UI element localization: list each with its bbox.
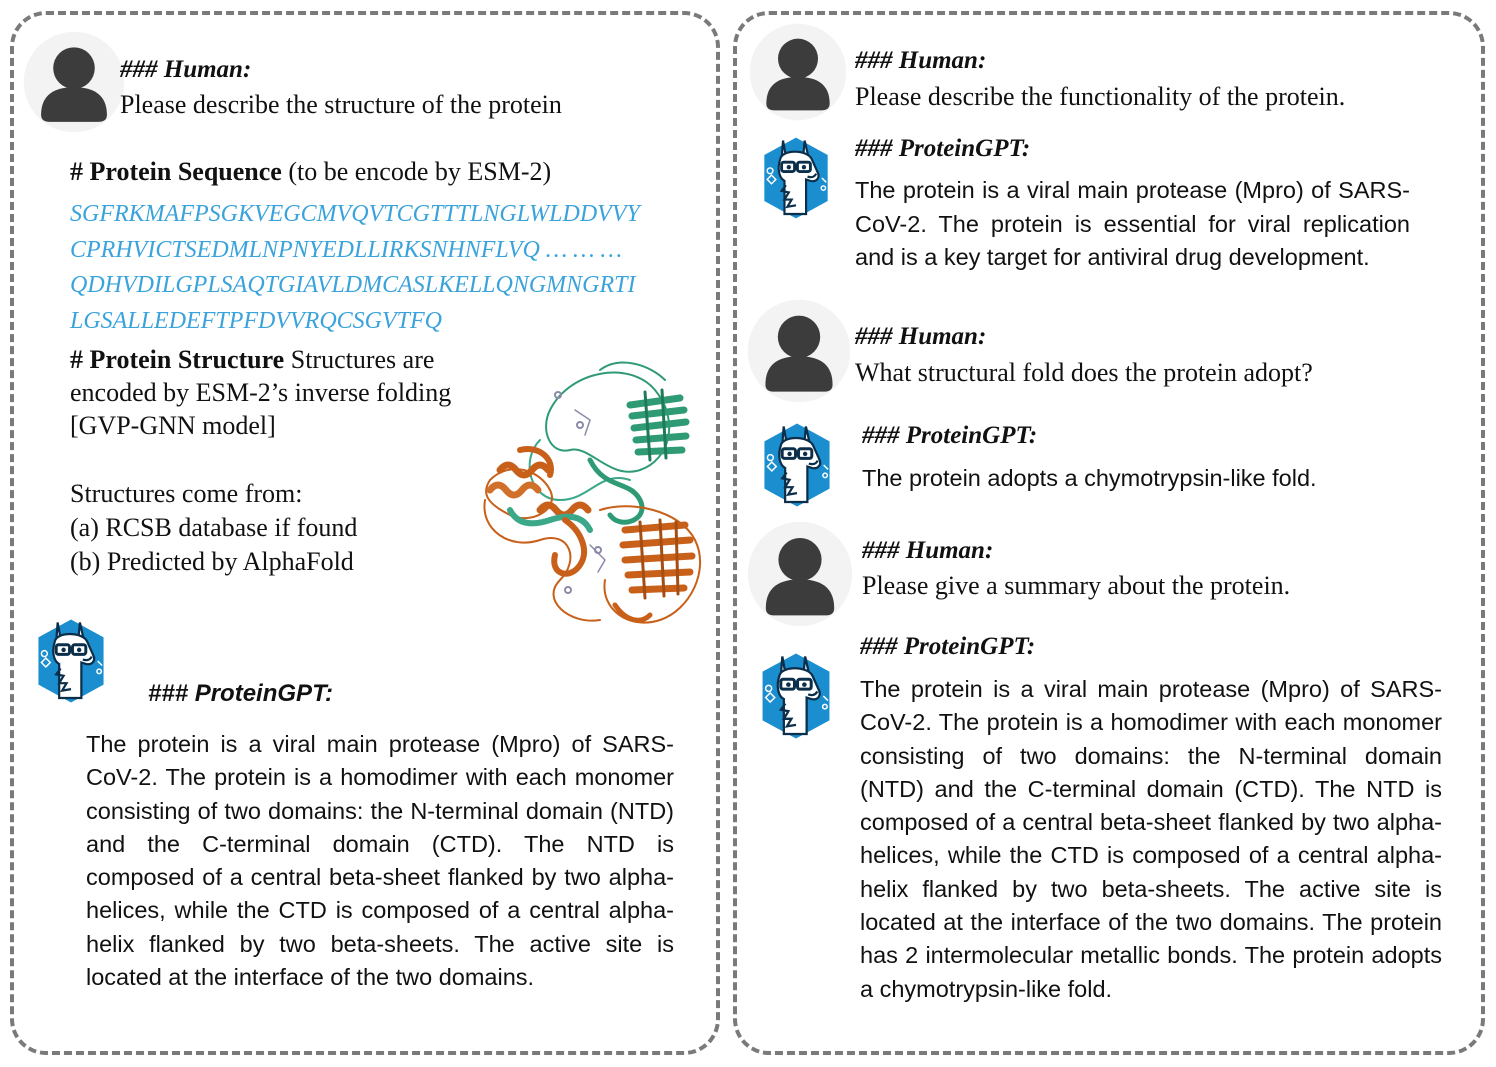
human-avatar-icon	[746, 520, 854, 628]
sequence-line: CPRHVICTSEDMLNPNYEDLLIRKSNHNFLVQ … … …	[70, 236, 622, 263]
human-label: ### Human:	[120, 56, 252, 83]
proteingpt-answer: The protein is a viral main protease (Mpro) of SARS-CoV-2. The protein is a homodimer with each monomer consisting of two domains: the N-terminal domain (NTD) and the C-terminal domain (CTD). The NTD is composed of a central beta-sheet flanked by two alpha-helices, while the CTD is composed of a central alpha-helix flanked by two beta-sheets. The active site is located at the interface of the two domains.	[86, 731, 674, 991]
sequence-heading	[70, 155, 551, 188]
sources-line: (b) Predicted by AlphaFold	[70, 547, 354, 576]
human-avatar-icon	[22, 30, 126, 134]
proteingpt-answer: The protein is a viral main protease (Mpro) of SARS-CoV-2. The protein is essential for viral replication and is a key target for antiviral drug development.	[855, 177, 1410, 270]
proteingpt-answer: The protein is a viral main protease (Mpro) of SARS-CoV-2. The protein is a homodimer with each monomer consisting of two domains: the N-terminal domain (NTD) and the C-terminal domain (CTD). The NTD is composed of a central beta-sheet flanked by two alpha-helices, while the CTD is composed of a central alpha-helix flanked by two beta-sheets. The active site is located at the interface of the two domains. The protein has 2 intermolecular metallic bonds. The protein adopts a chymotrypsin-like fold.	[860, 676, 1442, 1002]
proteingpt-label: ### ProteinGPT:	[862, 422, 1038, 449]
sequence-line: QDHVDILGPLSAQTGIAVLDMCASLKELLQNGMNGRTI	[70, 272, 636, 298]
protein-ribbon-structure-icon	[480, 350, 710, 635]
human-avatar-icon	[748, 22, 848, 122]
sources-line: Structures come from:	[70, 479, 303, 508]
proteingpt-label: ### ProteinGPT:	[148, 680, 333, 707]
human-prompt: What structural fold does the protein adopt?	[855, 358, 1313, 387]
structure-heading-title: # Protein Structure	[70, 345, 285, 374]
human-prompt: Please describe the functionality of the protein.	[855, 82, 1346, 111]
sequence-line: SGFRKMAFPSGKVEGCMVQVTCGTTTLNGLWLDDVVY	[70, 201, 640, 227]
structure-line: encoded by ESM-2’s inverse folding	[70, 378, 452, 407]
human-prompt: Please give a summary about the protein.	[862, 571, 1291, 600]
sequence-heading-title: # Protein Sequence	[70, 157, 282, 186]
llama-with-glasses-icon	[34, 605, 108, 717]
proteingpt-label: ### ProteinGPT:	[860, 633, 1036, 660]
structure-line-text: Structures are	[284, 345, 435, 374]
human-prompt: Please describe the structure of the protein	[120, 90, 562, 119]
human-label: ### Human:	[862, 537, 994, 564]
human-label: ### Human:	[855, 323, 987, 350]
structure-sources	[70, 477, 357, 579]
sequence-heading-note: (to be encode by ESM-2)	[281, 157, 552, 186]
human-label: ### Human:	[855, 47, 987, 74]
llama-with-glasses-icon	[760, 412, 834, 518]
human-avatar-icon	[746, 298, 852, 404]
sequence-line: LGSALLEDEFTPFDVVRQCSGVTFQ	[70, 307, 442, 334]
proteingpt-label: ### ProteinGPT:	[855, 135, 1031, 162]
structure-description	[70, 343, 500, 442]
llama-with-glasses-icon	[758, 640, 834, 752]
proteingpt-answer: The protein adopts a chymotrypsin-like fold.	[862, 465, 1317, 491]
protein-sequence	[70, 197, 640, 339]
sources-line: (a) RCSB database if found	[70, 513, 358, 542]
structure-line: [GVP-GNN model]	[70, 411, 276, 440]
llama-with-glasses-icon	[760, 128, 832, 228]
structure-line	[70, 343, 500, 376]
